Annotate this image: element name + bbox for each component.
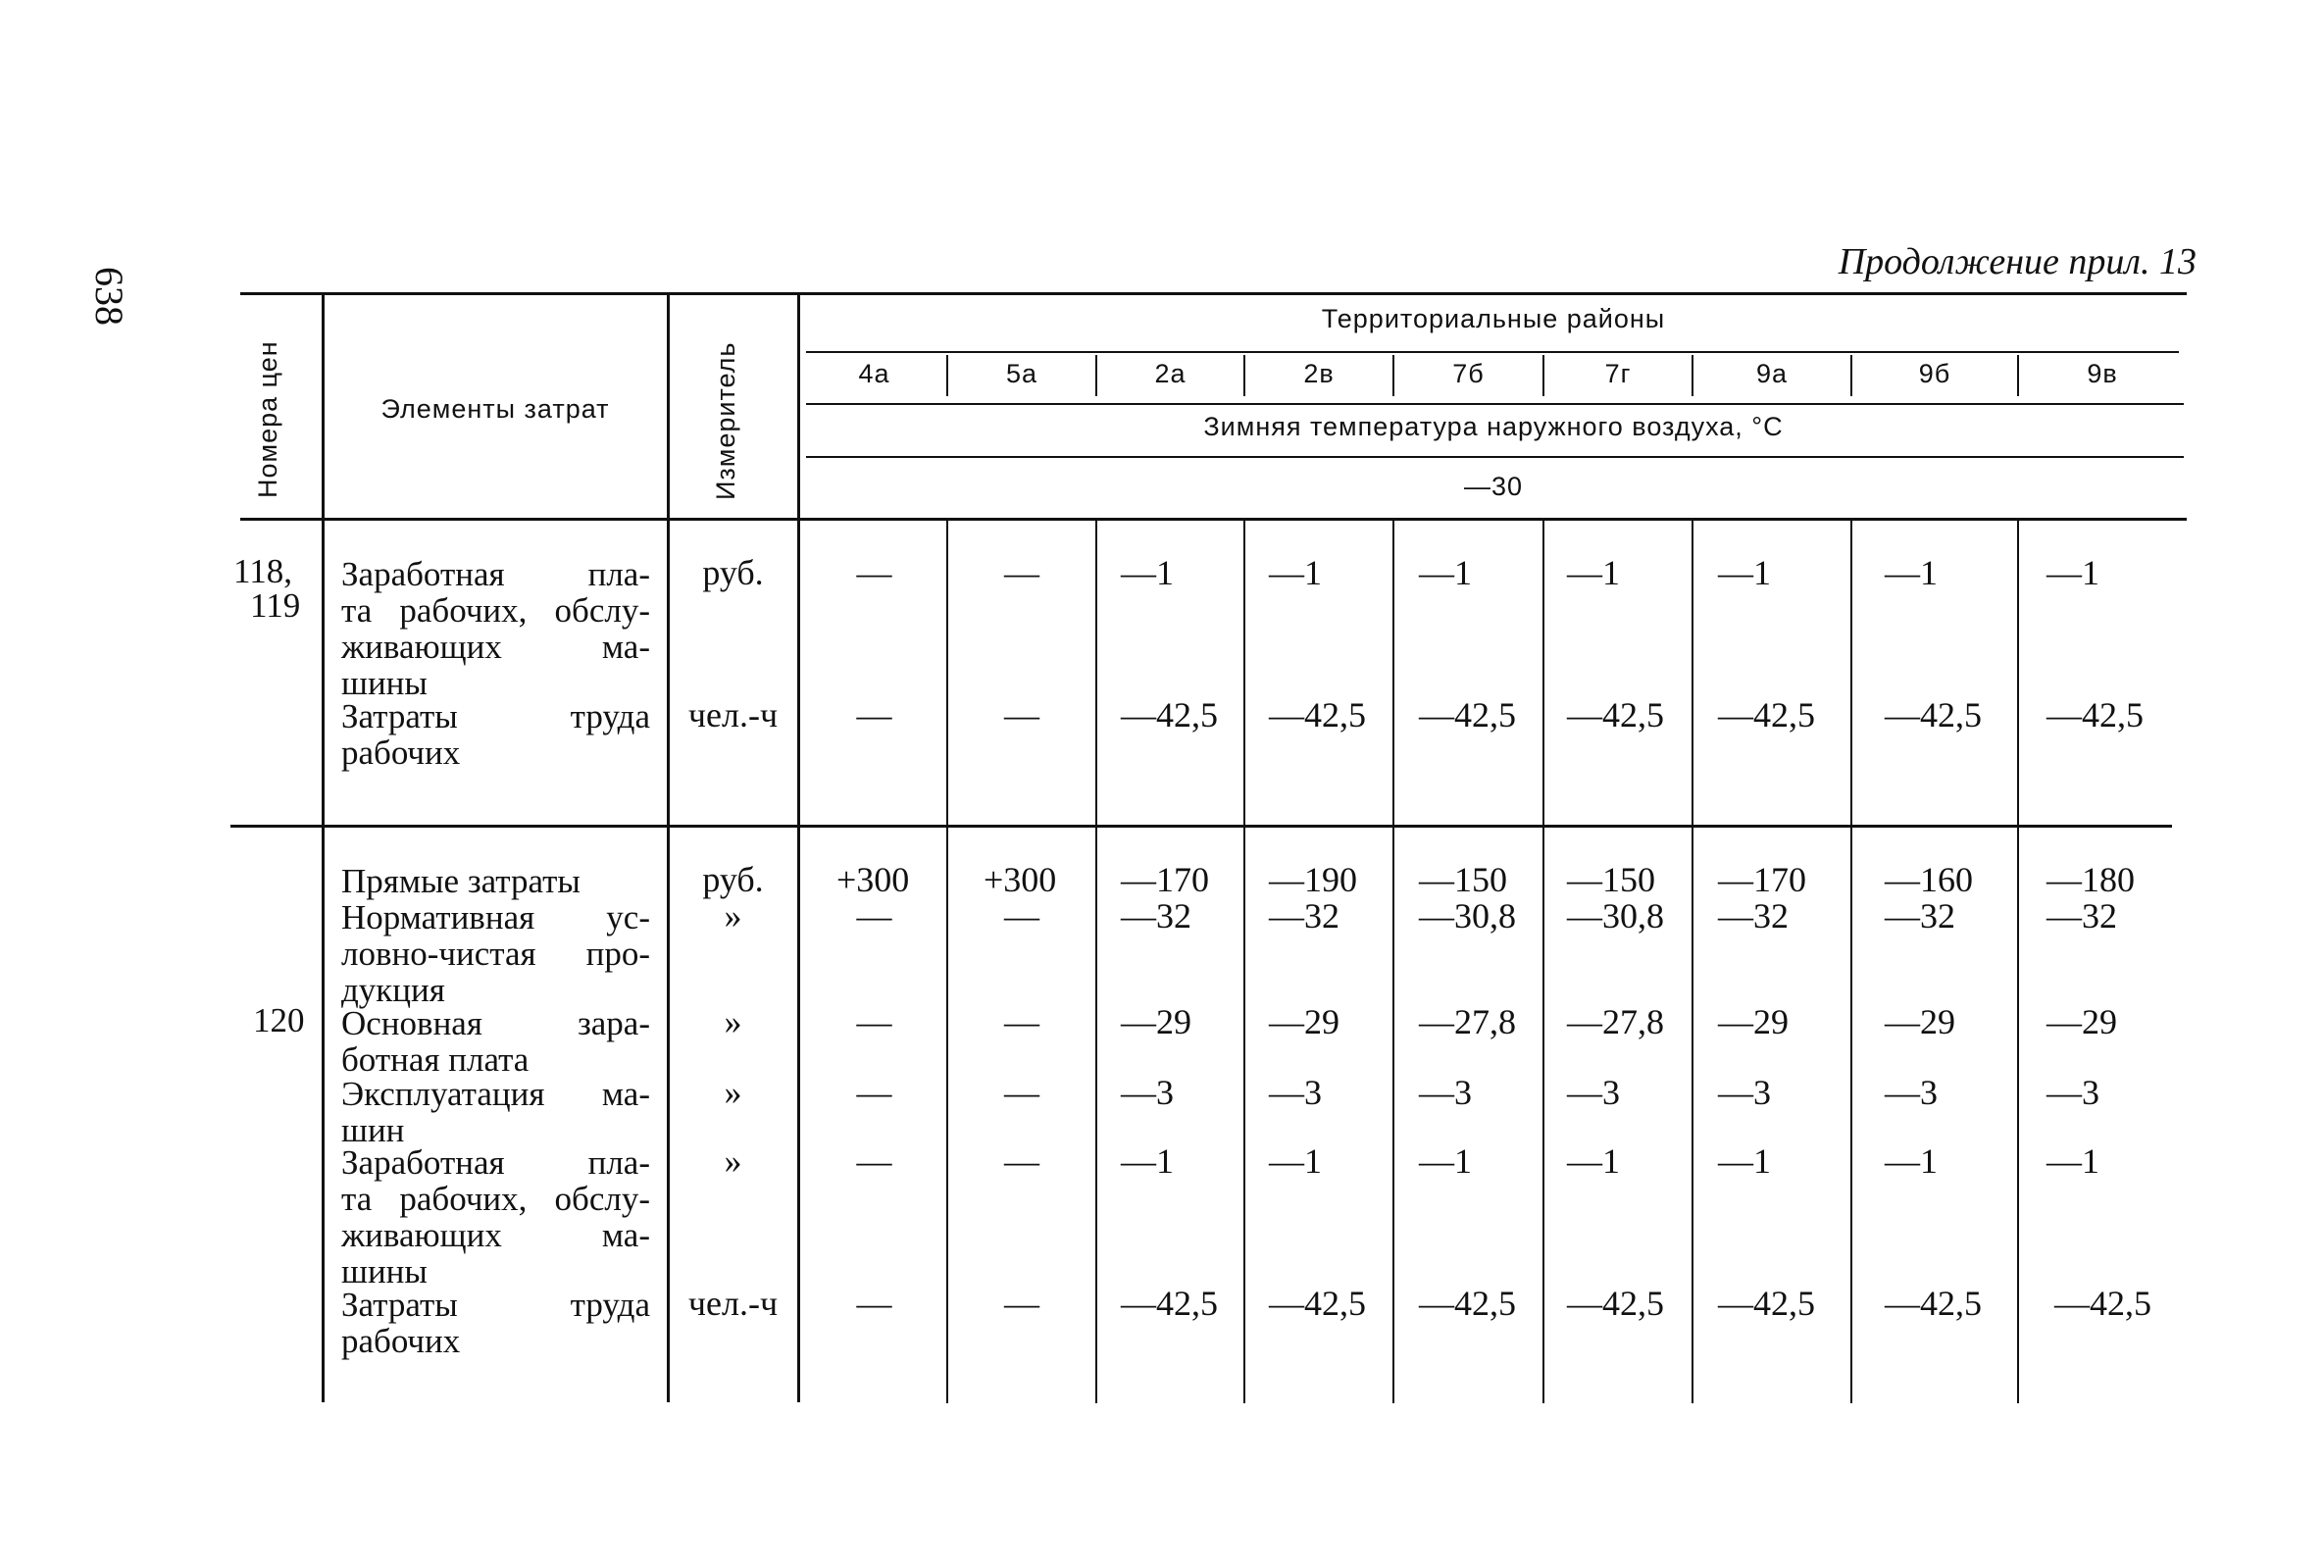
value-cell: —32 [1718,896,1789,936]
value-col-rule [1692,521,1693,1403]
desc-line: Затраты труда [341,1286,650,1324]
value-cell: —3 [1718,1073,1771,1112]
header-bottom-rule [240,518,2187,521]
value-cell: —30,8 [1567,896,1664,936]
value-col-rule [1850,521,1852,1403]
region-code: 9а [1755,359,1789,388]
region-code: 4а [858,359,890,388]
value-col-rule [1542,521,1544,1403]
value-cell: — [856,1284,892,1323]
price-number: 119 [250,586,301,625]
value-cell: —42,5 [1567,695,1664,734]
value-cell: — [1004,1284,1039,1323]
unit-value: » [724,1002,742,1041]
unit-value: » [724,1073,742,1112]
desc-line: живающих ма- [341,628,650,666]
desc-line: ботная плата [341,1040,530,1079]
value-cell: —1 [1269,553,1322,592]
value-cell: —1 [1718,1141,1771,1181]
value-cell: —170 [1121,860,1209,899]
value-cell: —30,8 [1419,896,1516,936]
value-cell: +300 [836,860,910,899]
value-cell: — [1004,553,1039,592]
region-code: 9б [1918,359,1951,388]
value-cell: —3 [1121,1073,1174,1112]
value-col-rule [1392,521,1394,1403]
desc-line: та рабочих, обслу- [341,1180,650,1218]
desc-line: Затраты труда [341,697,650,735]
unit-value: » [724,896,742,936]
value-cell: —32 [1885,896,1955,936]
value-cell: —42,5 [2054,1284,2151,1323]
region-code: 7б [1452,359,1485,388]
value-cell: —42,5 [2046,695,2144,734]
value-cell: —42,5 [1121,1284,1218,1323]
top-rule [240,292,2187,295]
header-cost-elements: Элементы затрат [380,394,610,424]
value-cell: +300 [984,860,1057,899]
value-cell: —42,5 [1419,1284,1516,1323]
desc-line: Эксплуатация ма- [341,1075,650,1113]
price-number: 118, [233,552,292,590]
value-cell: — [856,1002,892,1041]
region-code: 2а [1154,359,1187,388]
value-cell: —1 [1419,1141,1472,1181]
value-col-rule [946,521,948,1403]
value-cell: —3 [1567,1073,1620,1112]
value-cell: — [1004,1141,1039,1181]
value-cell: —42,5 [1885,695,1982,734]
value-cell: —32 [1121,896,1191,936]
value-col-rule [2017,521,2019,1403]
region-code: 9в [2087,359,2118,388]
header-unit: Измеритель [711,341,740,500]
value-cell: — [856,1141,892,1181]
value-cell: —1 [1567,553,1620,592]
region-code: 7г [1604,359,1632,388]
col-rule-2 [667,294,670,1402]
value-cell: —29 [1718,1002,1789,1041]
value-cell: —3 [2046,1073,2099,1112]
value-col-rule [1243,521,1245,1403]
table-caption: Продолжение прил. 13 [1838,241,2197,282]
value-cell: —1 [2046,553,2099,592]
value-cell: —42,5 [1121,695,1218,734]
value-cell: —1 [1419,553,1472,592]
header-winter-temp: Зимняя температура наружного воздуха, °С [1203,412,1784,441]
unit-value: чел.-ч [687,1284,779,1323]
unit-value: руб. [702,553,764,592]
value-cell: — [856,1073,892,1112]
desc-line: Основная зара- [341,1004,650,1042]
value-cell: —3 [1269,1073,1322,1112]
header-price-numbers: Номера цен [253,340,282,498]
value-cell: — [1004,695,1039,734]
value-cell: —29 [1121,1002,1191,1041]
cost-element: Прямые затраты [341,862,581,900]
value-cell: —42,5 [1419,695,1516,734]
value-cell: —42,5 [1885,1284,1982,1323]
unit-value: чел.-ч [687,695,779,734]
desc-line: Заработная пла- [341,555,650,593]
region-code-bottom-rule [806,403,2184,405]
region-code: 2в [1303,359,1335,388]
value-cell: —170 [1718,860,1806,899]
temp-top-rule [806,456,2184,458]
desc-line: шины [341,664,428,702]
value-cell: —150 [1419,860,1507,899]
desc-line: Нормативная ус- [341,898,650,936]
value-cell: — [1004,896,1039,936]
desc-line: Заработная пла- [341,1143,650,1182]
price-number: 120 [253,1001,305,1039]
value-cell: —3 [1419,1073,1472,1112]
desc-line: живающих ма- [341,1216,650,1254]
value-cell: — [1004,1002,1039,1041]
value-cell: —42,5 [1269,1284,1366,1323]
value-cell: —29 [1269,1002,1339,1041]
value-cell: —190 [1269,860,1357,899]
desc-line: рабочих [341,1322,461,1360]
value-cell: —1 [1121,1141,1174,1181]
col-rule-1 [322,294,325,1402]
unit-value: руб. [702,860,764,899]
desc-line: шин [341,1111,405,1149]
desc-line: шины [341,1252,428,1290]
desc-line: рабочих [341,733,461,772]
desc-line: та рабочих, обслу- [341,591,650,630]
header-regions: Территориальные районы [1321,304,1666,333]
value-cell: —1 [2046,1141,2099,1181]
header-temp-value: —30 [1463,472,1524,501]
col-rule-3 [797,294,800,1402]
desc-line: ловно-чистая про- [341,935,650,973]
value-cell: —160 [1885,860,1973,899]
value-cell: —29 [1885,1002,1955,1041]
value-cell: —42,5 [1269,695,1366,734]
region-code-top-rule [806,351,2179,353]
value-cell: — [1004,1073,1039,1112]
value-cell: —27,8 [1419,1002,1516,1041]
value-cell: —150 [1567,860,1655,899]
value-cell: —180 [2046,860,2135,899]
unit-value: » [724,1141,742,1181]
value-cell: —1 [1121,553,1174,592]
value-cell: — [856,896,892,936]
value-cell: — [856,695,892,734]
value-cell: —1 [1269,1141,1322,1181]
value-cell: —32 [1269,896,1339,936]
value-cell: —42,5 [1567,1284,1664,1323]
value-cell: —1 [1885,1141,1938,1181]
group-separator-rule [230,825,2172,828]
value-cell: —42,5 [1718,695,1815,734]
value-cell: — [856,553,892,592]
value-cell: —1 [1567,1141,1620,1181]
value-col-rule [1095,521,1097,1403]
value-cell: —32 [2046,896,2117,936]
desc-line: дукция [341,971,445,1009]
value-cell: —27,8 [1567,1002,1664,1041]
value-cell: —29 [2046,1002,2117,1041]
value-cell: —1 [1885,553,1938,592]
value-cell: —1 [1718,553,1771,592]
value-cell: —3 [1885,1073,1938,1112]
region-code: 5а [1005,359,1038,388]
value-cell: —42,5 [1718,1284,1815,1323]
page-number: 638 [87,267,131,326]
